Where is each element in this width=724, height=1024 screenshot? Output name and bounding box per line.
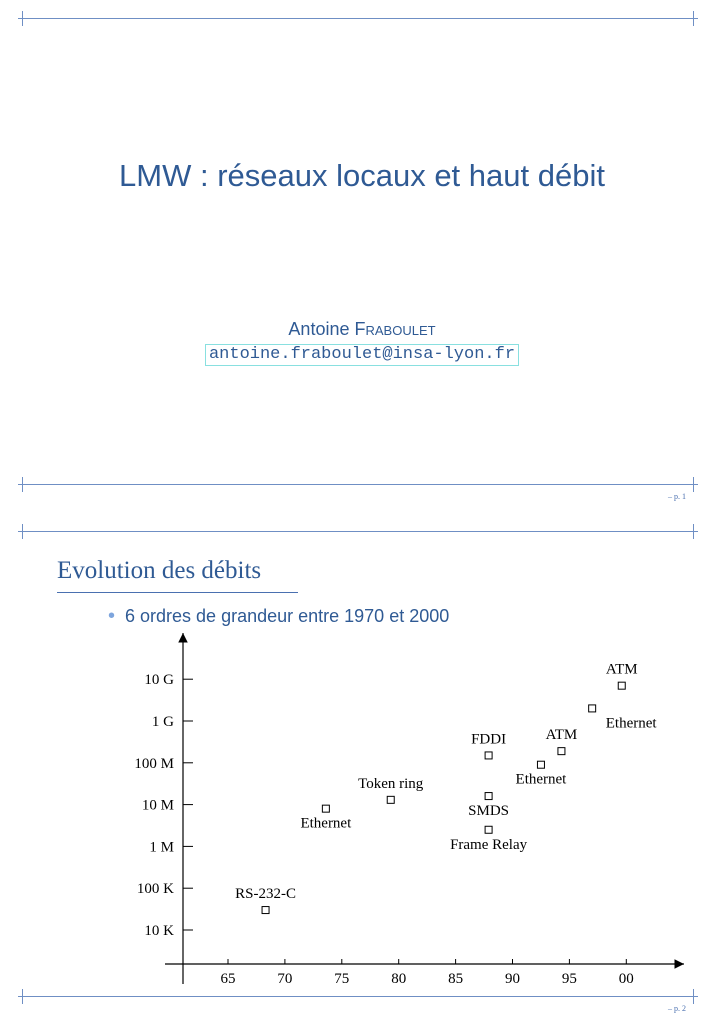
x-tick-label: 70 xyxy=(277,971,293,987)
slide2-title: Evolution des débits xyxy=(57,557,262,584)
data-point-label: RS-232-C xyxy=(235,886,296,903)
data-point-label: SMDS xyxy=(468,803,510,820)
data-point-label: Ethernet xyxy=(605,715,657,732)
data-point-label: FDDI xyxy=(471,731,507,748)
y-tick-label: 1 G xyxy=(151,714,174,730)
x-tick-label: 65 xyxy=(220,971,236,987)
data-point-marker xyxy=(485,793,492,800)
data-point-marker xyxy=(322,805,329,812)
data-point-label: Ethernet xyxy=(515,771,567,788)
y-tick-label: 10 M xyxy=(141,797,174,814)
data-point-marker xyxy=(618,682,625,689)
data-point-marker xyxy=(387,796,394,803)
data-point-label: ATM xyxy=(605,661,638,678)
data-point-marker xyxy=(485,826,492,833)
data-point-label: ATM xyxy=(545,727,578,744)
data-point-label: Token ring xyxy=(358,775,424,792)
bullet-text: 6 ordres de grandeur entre 1970 et 2000 xyxy=(125,606,450,626)
y-tick-label: 10 K xyxy=(144,923,174,939)
rule-tick xyxy=(693,989,694,1004)
y-tick-label: 10 G xyxy=(144,672,174,689)
x-tick-label: 85 xyxy=(448,971,464,987)
page-number-2: – p. 2 xyxy=(668,1004,686,1013)
y-tick-label: 1 M xyxy=(149,839,174,856)
slide1-title: LMW : réseaux locaux et haut débit xyxy=(119,158,605,193)
y-tick-label: 100 M xyxy=(134,755,174,772)
x-tick-label: 00 xyxy=(618,971,634,987)
data-point-marker xyxy=(558,748,565,755)
email-link[interactable]: antoine.fraboulet@insa-lyon.fr xyxy=(205,344,519,366)
x-tick-label: 75 xyxy=(334,971,350,987)
slide2-bottom-rule xyxy=(18,996,698,997)
data-point-marker xyxy=(537,761,544,768)
x-tick-label: 95 xyxy=(561,971,577,987)
author-first-name: Antoine xyxy=(288,319,350,339)
x-tick-label: 80 xyxy=(391,971,407,987)
data-point-label: Frame Relay xyxy=(450,836,528,853)
data-point-label: Ethernet xyxy=(300,815,352,832)
rule-tick xyxy=(22,989,23,1004)
page-number: – p. 1 xyxy=(668,492,686,501)
data-point-marker xyxy=(589,705,596,712)
data-point-marker xyxy=(262,907,269,914)
bullet-dot-icon: • xyxy=(108,605,116,627)
author-last-name: Fraboulet xyxy=(354,319,436,339)
y-tick-label: 100 K xyxy=(136,881,174,898)
data-point-marker xyxy=(485,752,492,759)
x-tick-label: 90 xyxy=(505,971,520,987)
